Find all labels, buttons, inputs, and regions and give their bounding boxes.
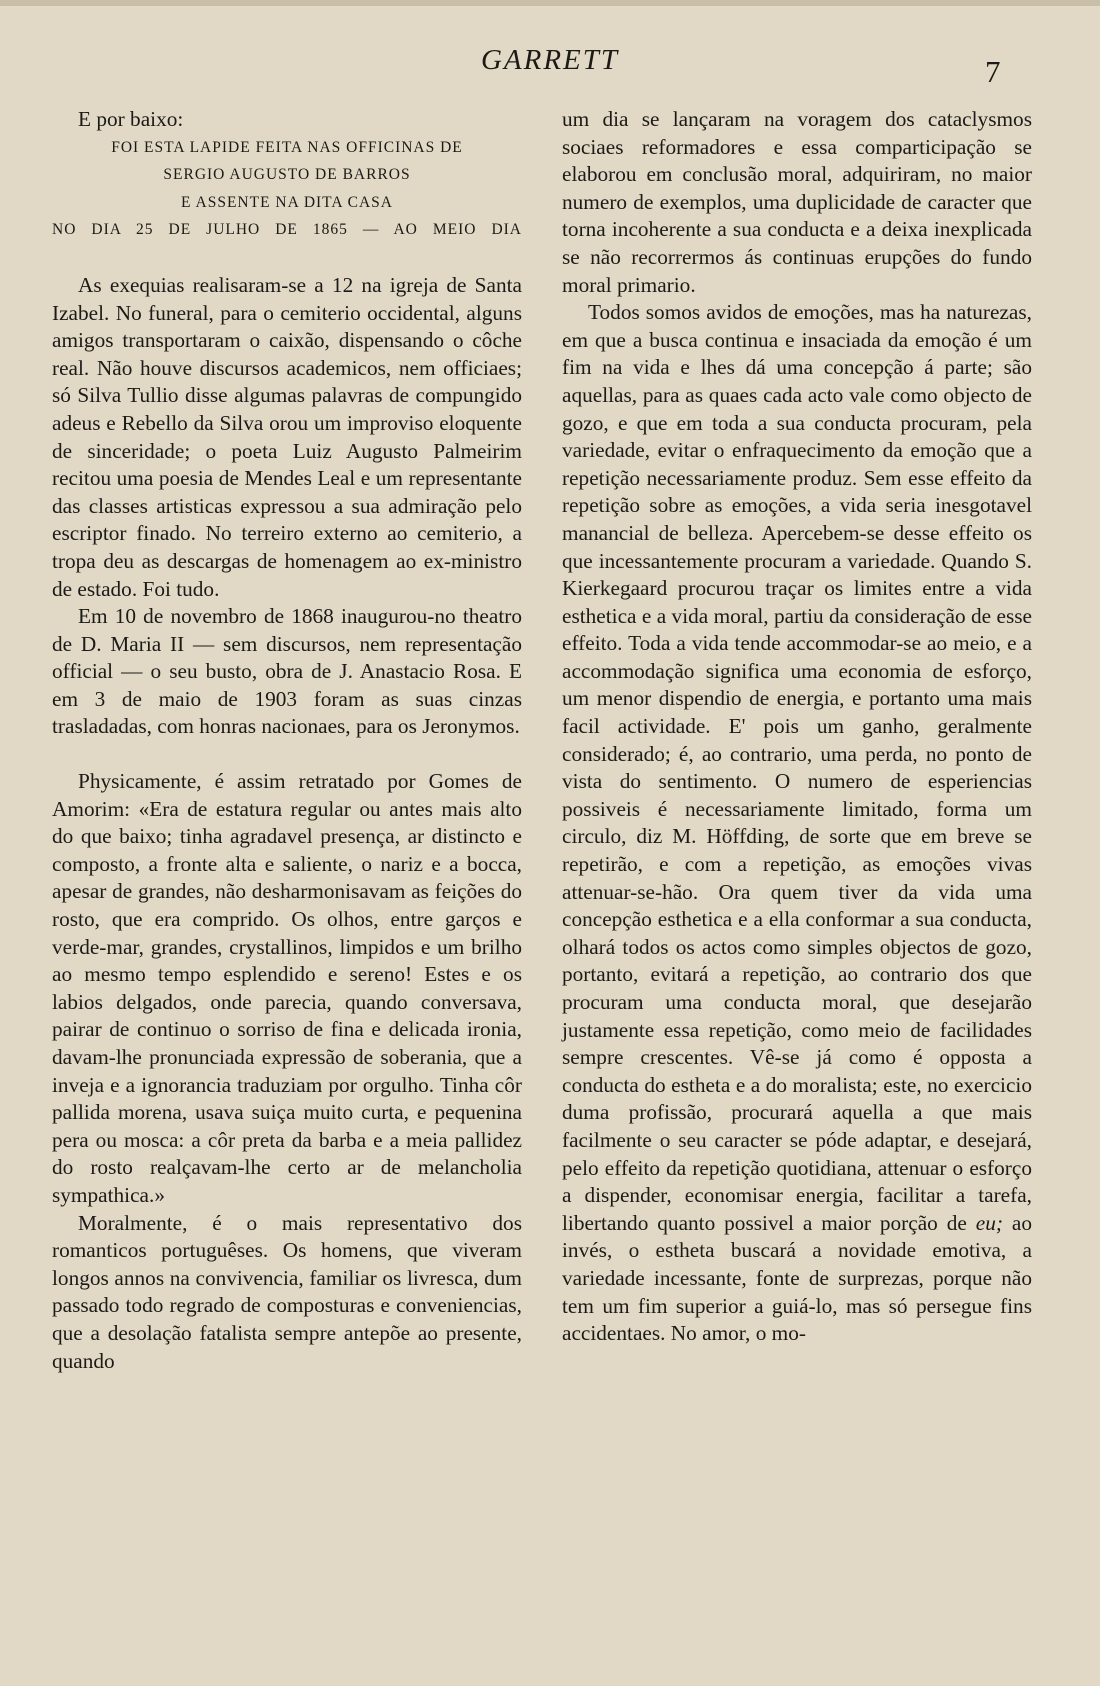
running-head: GARRETT [480,44,620,76]
inscription-intro: E por baixo: [78,107,184,131]
paragraph-bust: Em 10 de novembro de 1868 inaugurou-no theatro de D. Maria II — sem discursos, nem representação official — o seu busto, obra de J. Anastacio Rosa. E em 3 de maio de 1903 foram as suas cinzas trasladadas, com honras nacionaes, para os Jeronymos. [52,604,522,739]
paragraph-continuation: um dia se lançaram na voragem dos cataclysmos sociaes reformadores e essa comparticipação se elaborou em conclusão moral, adquiriram, no maior numero de exemplos, uma duplicidade de caracter que torna incoherente a sua conducta e a deixa inexplicada se não recorrermos ás continuas erupções do fundo moral primario. [562,107,1032,297]
inscription-block [52,134,522,244]
paragraph-emotions-end: ao invés, o estheta buscará a novidade emotiva, a variedade incessante, fonte de surprezas, porque não tem um fim superior a guiá-lo, mas só persegue fins accidentaes. No amor, o mo- [562,1210,1032,1346]
inscription-line: E ASSENTE NA DITA CASA [181,193,393,211]
right-column [562,106,1032,1348]
paragraph-physical: Physicamente, é assim retratado por Gomes de Amorim: «Era de estatura regular ou antes mais alto do que baixo; tinha agradavel presença, ar distincto e composto, a fronte alta e saliente, o nariz e a bocca, apesar de grandes, não desharmonisavam as feições do rosto, que era comprido. Os olhos, entre garços e verde-mar, grandes, crystallinos, limpidos e um brilho ao mesmo tempo esplendido e sereno! Estes e os labios delgados, onde parecia, quando conversava, pairar de continuo o sorriso de fina e delicada ironia, davam-lhe pronunciada expressão de soberania, que a inveja e a ignorancia traduziam por orgulho. Tinha côr pallida morena, usava suiça muito curta, e pequenina pera ou mosca: a côr preta da barba e a meia pallidez do rosto realçavam-lhe certo ar de melancholia sympathica.» [52,769,522,1207]
italic-word: eu; [975,1210,1003,1235]
inscription-line: FOI ESTA LAPIDE FEITA NAS OFFICINAS DE [111,138,463,156]
paragraph-moral: Moralmente, é o mais representativo dos romanticos portuguêses. Os homens, que viveram longos annos na convivencia, familiar os livresca, dum passado todo regrado de composturas e conveniencias, que a desolação fatalista sempre antepõe ao presente, quando [52,1210,522,1373]
paragraph-emotions-text: Todos somos avidos de emoções, mas ha naturezas, em que a busca continua e insaciada da emoção é um fim na vida e lhes dá uma concepção á parte; são aquellas, para as quaes cada acto vale como objecto de gozo, e que em toda a sua conducta procuram, pela variedade, evitar o enfraquecimento da emoção que a repetição necessariamente produz. Sem esse effeito da repetição sobre as emoções, a vida seria inesgotavel manancial de belleza. Apercebem-se desse effeito os que incessantemente procuram a variedade. Quando S. Kierkegaard procurou traçar os limites entre a vida esthetica e a vida moral, partiu da consideração de esse effeito. Toda a vida tende accommodar-se ao meio, e a accommodação significa uma economia de esforço, um menor dispendio de energia, e portanto uma mais facil actividade. E' pois um ganho, geralmente considerado; é, ao contrario, uma perda, no ponto de vista do sentimento. O numero de esperiencias possiveis é necessariamente limitado, forma um circulo, diz M. Höffding, de sorte que em breve se repetirão, e com a repetição, as emoções vivas attenuar-se-hão. Ora quem tiver da vida uma concepção esthetica e a ella conformar a sua conducta, olhará todos os actos como simples objectos de gozo, portanto, evitará a repetição, ao contrario dos que procuram uma conducta moral, que desejarão justamente essa repetição, como meio de facilidades sempre crescentes. Vê-se já como é opposta a conducta do estheta e a do moralista; este, no exercicio duma profissão, procurará aquella a que mais facilmente o seu caracter se póde adaptar, e desejará, pelo effeito da repetição quotidiana, attenuar o esforço a dispender, economisar energia, facilitar a tarefa, libertando quanto possivel a maior porção de [562,300,1032,1235]
inscription-line: SERGIO AUGUSTO DE BARROS [163,166,411,184]
page-top-edge [0,0,1100,6]
page-number: 7 [985,54,1001,89]
inscription-line: NO DIA 25 DE JULHO DE 1865 — AO MEIO DIA [52,221,522,239]
paragraph-emotions [562,299,1032,1348]
left-column [52,106,522,1375]
paragraph-funeral: As exequias realisaram-se a 12 na igreja de Santa Izabel. No funeral, para o cemiterio occidental, alguns amigos transportaram o caixão, dispensando o côche real. Não houve discursos academicos, nem officiaes; só Silva Tullio disse algumas palavras de compungido adeus e Rebello da Silva orou um improviso eloquente de sinceridade; o poeta Luiz Augusto Palmeirim recitou uma poesia de Mendes Leal e um representante das classes artisticas expressou a sua admiração pelo escriptor finado. No terreiro externo ao cemiterio, a tropa deu as descargas de homenagem ao ex-ministro de estado. Foi tudo. [52,272,522,601]
